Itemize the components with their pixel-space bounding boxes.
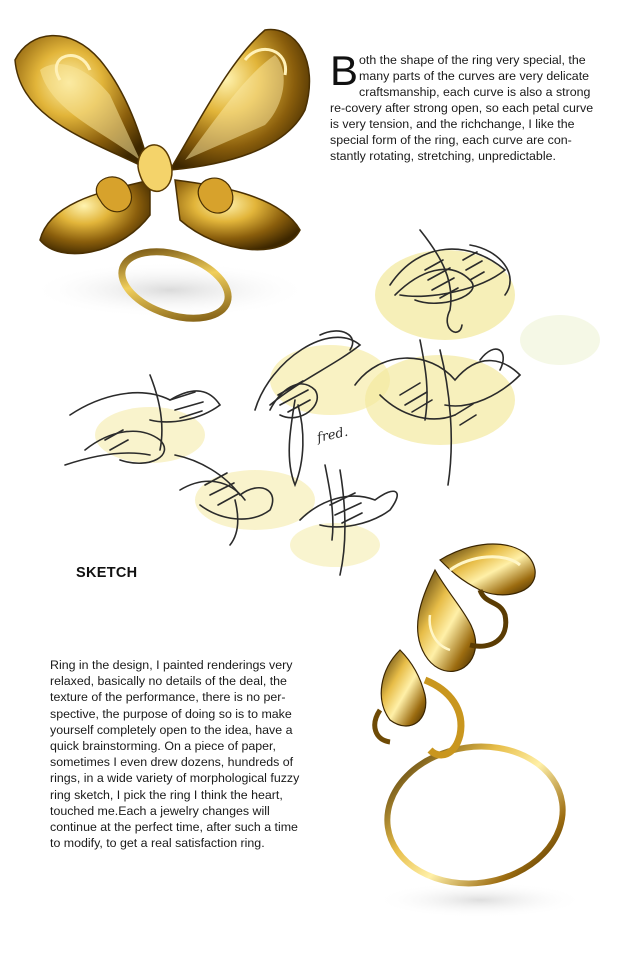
intro-text: oth the shape of the ring very special, the many parts of the curves are very delicate craftsmanship, each curve is also a strong re-covery after strong open, so each petal curve is very tension, and the richchange, I like the special form of the ring, each curve are con-stantly rotating, stretching, unpredictable. <box>330 53 594 163</box>
drop-cap: B <box>330 47 359 94</box>
sketch-signature: fred. <box>315 424 350 446</box>
body-paragraph: Ring in the design, I painted renderings very relaxed, basically no details of the deal, the texture of the performance, there is no per-spective, the purpose of doing so is to make yourself completely open to the idea, have a quick brainstorming. On a piece of paper, sometimes I even drew dozens, hundreds of rings, in a wide variety of morphological fuzzy ring sketch, I pick the ring I think the heart, touched me.Each a jewelry changes will continue at the perfect time, after such a time to modify, to get a real satisfaction ring. <box>50 658 300 851</box>
intro-paragraph <box>330 47 605 164</box>
sketch-heading: SKETCH <box>76 565 138 581</box>
swirl-ring-render <box>340 530 600 930</box>
